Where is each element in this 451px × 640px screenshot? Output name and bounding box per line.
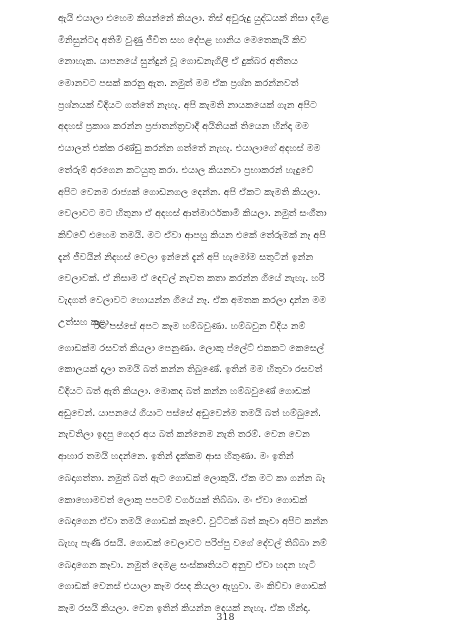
paragraph-2 — [58, 316, 397, 620]
text-line: ඇයි එයාලා එහෙම කියන්නේ කියලා. තිස් අවුරුදු යුද්ධයක් නිසා දමිළ — [58, 13, 330, 24]
page-number: 318 — [216, 612, 235, 623]
text-line: අදහස් ප්‍රකාශ කරන්න ප්‍රජාතන්ත්‍රවාදී අයිතියක් තියෙන හින්දා මම — [58, 121, 309, 133]
text-line: වැදගත් වෙලාවට හොයන්න ගියේ නෑ. ඒක අමතක කරලා දාන්න මම — [58, 294, 327, 306]
text-line: ආහාර තමයි හදන්නෙ. ඉතින් දැක්කම ආස හිතුණා. මං ඉතින් — [58, 451, 294, 463]
text-line: නොහැක. යාපනයේ සුන්දුන් වූ ගොඩනැගිලි ඒ දුක්බර අතීතය — [58, 56, 298, 68]
text-line: බැහැ පැණි රසයි. ගොඩක් වෙලාවට පරිප්පු වගේ දේවල් තිබ්බා නම් — [58, 537, 327, 549]
text-line: මිනිසුන්ටද අතිමි වුණු ජීවිත සහ දේපළ හානිය මෙතෙකැයි කිව — [58, 34, 307, 46]
text-line: රිට පස්සේ අපට කෑම හම්බවුණා. හම්බවුන විදිය නම් — [94, 321, 306, 332]
text-line: උත්සහ කළා. — [58, 316, 112, 328]
text-line: අපිට වෙනම රාජ්‍යක් ගොඩනගල දෙන්න. අපි ඒකට කැමති කියලා. — [58, 186, 321, 198]
text-line: දැන් ජීවයින් නිදහස් වෙලා ඉන්නේ දැන් අපි හැමෝම සතුටින් ඉන්න — [58, 251, 314, 263]
text-line: ගොඩක් වෙනස් එයාලා කෑම රසද කියලා ඇහුවා. මං කිව්වා ගොඩක් — [58, 581, 327, 593]
text-line: නැවතිලා ඉදපු ගෙදර අය බත් කන්නෙම නැති තරම්. වෙන වෙන — [58, 429, 310, 441]
text-line: එයාලත් එක්ක රණ්ඩු කරන්න ගත්තේ නැහැ. එයාලාගේ අදහස් මම — [58, 143, 321, 155]
text-line: තේරුම් අරගෙන කටයුතු කරා. එයාල කියනවා ප්‍රභාකරන් හැදුවේ — [58, 164, 314, 176]
text-line: වෙලාවක්. ඒ නිසාම ඒ දෙවල් නැවත කතා කරන්න ගියේ නැහැ. හරි — [58, 273, 325, 285]
text-line: ප්‍රශ්නයක් විදියට ගත්තේ නැහැ. අපි කැමති නායකයෙක් ගැන අපිට — [58, 99, 317, 111]
text-line: කොලයක් දාලා තමයි බත් කන්න තිබුණේ. ඉතින් මම හිතුවා රසවත් — [58, 364, 323, 376]
paragraph-1 — [58, 8, 397, 333]
text-line: ගොඩක්ම රසවත් කියලා පෙනුණා. ලොකු ප්ලේට් එකකට කෙසෙල් — [58, 342, 325, 354]
text-line: වෙලාවට මට හිතුනා ඒ අදහස් ආත්මාර්ථකාමී කියලා. නමුත් සංගීතා — [58, 208, 327, 220]
text-line: අඩුවෙන්. යාපනයේ ගියාට පස්සේ අඩුවෙන්ම තමයි බත් හම්බුනේ. — [58, 407, 322, 419]
text-line: බෙදාගත්තා. නමුත් බත් ඇට ගොඩක් ලොකුයි. ඒක මට කා ගන්න බෑ — [58, 472, 326, 484]
text-line: විදියට බත් ඇති කියලා. මොකද බත් කන්න හම්බවුණේ ගොඩක් — [58, 386, 310, 398]
text-line: බෙදාගෙන ඒවා තමයි ගොඩක් කෑවේ. වුට්ටක් බත් කෑවා අපිට කන්න — [58, 516, 328, 528]
text-line: මොනවට පසක් කරනු ඇත. නමුත් මම ඒක ප්‍රශ්න කරන්නවත් — [58, 78, 299, 90]
text-line: කෑම රසයි කියලා. වෙන ඉතින් කියන්න දෙයක් නැහැ. ඒක හින්දා. — [58, 602, 311, 614]
text-line: කිව්වේ එහෙම තමයි. මට ඒවා ආපහු කියන එකේ තේරුමක් නෑ අපි — [58, 229, 326, 241]
text-line: කොහොමවත් ලොකු පපටම් වර්ගයක් තිබ්බා. මං ඒවා ගොඩක් — [58, 494, 308, 506]
text-line: බෙදාගෙන කෑවා. නමුත් දෙමළ සංස්කෘතියට අනුව ඒවා හදන හැටි — [58, 559, 316, 571]
